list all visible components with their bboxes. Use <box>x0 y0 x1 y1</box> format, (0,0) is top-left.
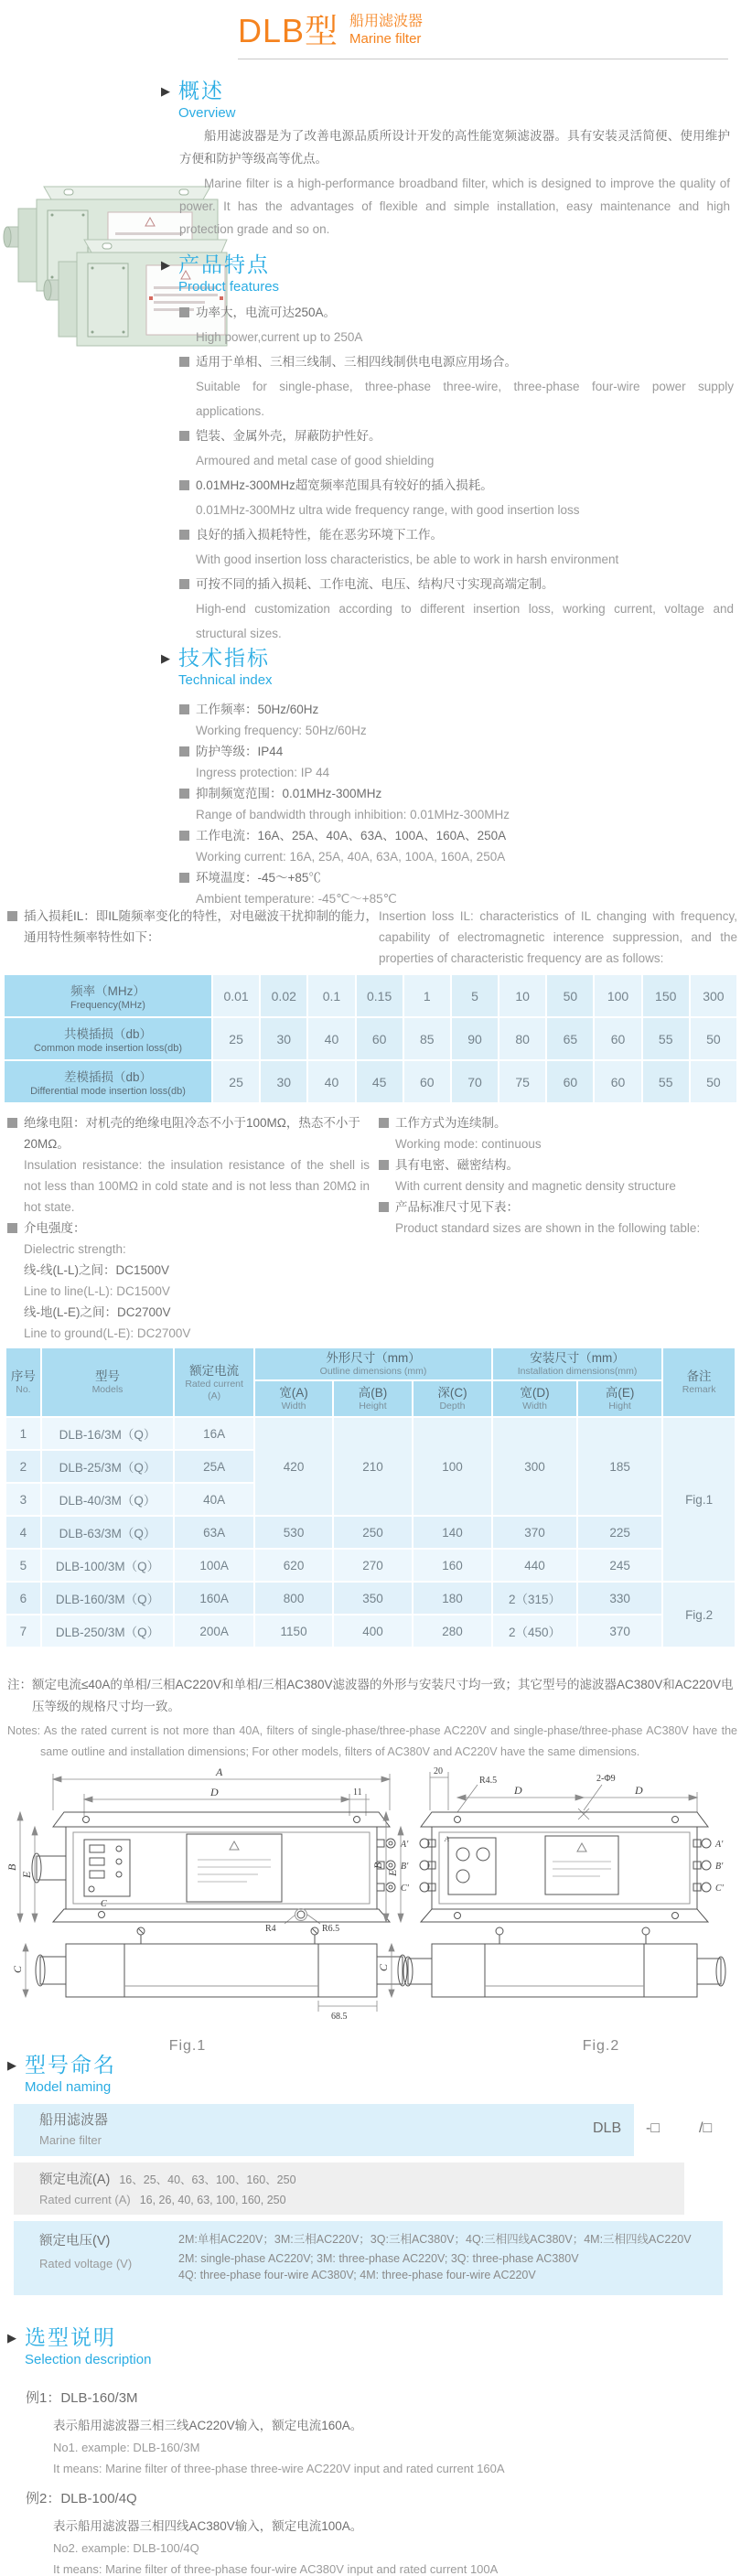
freq-cell: 55 <box>643 1061 689 1102</box>
fig2-dim-d1: D <box>514 1784 522 1797</box>
tech-item-cn: 工作电流：16A、25A、40A、63A、100A、160A、250A <box>179 825 734 846</box>
dimensions-table <box>5 1347 736 1648</box>
cell-no: 4 <box>6 1517 40 1548</box>
header-models: 型号 Models <box>42 1348 173 1416</box>
working-mode-en: Working mode: continuous <box>395 1137 542 1151</box>
specs-left-column <box>7 1112 370 1344</box>
bullet-square-icon <box>179 480 189 490</box>
overview-paragraph-cn: 船用滤波器是为了改善电源品质所设计开发的高性能宽频滤波器。具有安装灵活简便、使用维护方便和防护等级高等优点。 <box>179 129 730 166</box>
fig2-dim-20: 20 <box>434 1766 443 1776</box>
bullet-square-icon <box>7 911 17 921</box>
section-overview-heading <box>161 79 236 121</box>
table-notes <box>7 1674 737 1763</box>
cell-no: 1 <box>6 1418 40 1449</box>
bullet-square-icon <box>179 746 189 757</box>
freq-row-label: 差模插损（db） Differential mode insertion loss(db) <box>5 1061 211 1102</box>
tech-item-cn: 工作频率：50Hz/60Hz <box>179 699 734 720</box>
fig1-dim-b: B <box>5 1863 18 1871</box>
bullet-square-icon <box>179 431 189 441</box>
fig1-r4-label: R4 <box>265 1924 276 1934</box>
feature-item-cn: 良好的插入损耗特性，能在恶劣环境下工作。 <box>179 522 734 547</box>
freq-cell: 45 <box>357 1061 403 1102</box>
feature-item-cn: 可按不同的插入损耗、工作电流、电压、结构尺寸实现高端定制。 <box>179 572 734 596</box>
selection-examples <box>26 2375 721 2576</box>
cell-model: DLB-40/3M（Q） <box>42 1484 173 1515</box>
freq-row-label: 共模插损（db） Common mode insertion loss(db) <box>5 1018 211 1059</box>
line-ground-cn: 线-地(L-E)之间：DC2700V <box>24 1305 171 1319</box>
tech-item-en: Range of bandwidth through inhibition: 0.01MHz-300MHz <box>196 808 510 821</box>
density-cn: 具有电密、磁密结构。 <box>379 1154 737 1175</box>
freq-cell: 55 <box>643 1018 689 1059</box>
bullet-square-icon <box>179 873 189 883</box>
features-list <box>179 300 734 646</box>
freq-cell: 1 <box>404 975 450 1016</box>
section-marker-icon: ▶ <box>7 2058 16 2072</box>
fig2-dim-e: E <box>386 1869 399 1876</box>
naming-code-base: DLB <box>593 2120 622 2136</box>
bullet-square-icon <box>7 1118 17 1128</box>
fig1-terminal-a: A' <box>401 1840 409 1850</box>
feature-item-en: 0.01MHz-300MHz ultra wide frequency range, with good insertion loss <box>196 503 580 517</box>
fig2-bottom-view <box>403 1927 725 1997</box>
cell-wd: 370 <box>493 1517 576 1548</box>
overview-heading-cn: 概述 <box>178 79 224 102</box>
freq-cell: 40 <box>308 1018 354 1059</box>
tech-item-cn: 防护等级：IP44 <box>179 741 734 762</box>
section-selection-heading <box>7 2325 151 2367</box>
freq-cell: 80 <box>499 1018 545 1059</box>
overview-paragraph-en: Marine filter is a high-performance broadband filter, which is designed to improve the quality of power. It has the advantages of flexible and simple installation, easy maintenance and high protection grade and so on. <box>179 177 730 236</box>
example2-cn: 表示船用滤波器三相四线AC380V输入，额定电流100A。 <box>53 2519 363 2533</box>
note-cn: 注：额定电流≤40A的单相/三相AC220V和单相/三相AC380V滤波器的外形与安装尺寸均一致；其它型号的滤波器AC380V和AC220V电压等级的规格尺寸均一致。 <box>7 1678 734 1713</box>
header-width-a: 宽(A) Width <box>255 1381 332 1416</box>
freq-cell: 0.15 <box>357 975 403 1016</box>
insulation-cn: 绝缘电阻：对机壳的绝缘电阻冷态不小于100MΩ，热态不小于20MΩ。 <box>7 1112 370 1154</box>
cell-model: DLB-100/3M（Q） <box>42 1550 173 1581</box>
cell-no: 3 <box>6 1484 40 1515</box>
header-rated-current: 额定电流 Rated current (A) <box>175 1348 253 1416</box>
section-features-heading <box>161 252 279 295</box>
fig2-phi-label: 2-Φ9 <box>596 1774 616 1784</box>
fig1-caption: Fig.1 <box>168 2038 207 2054</box>
naming-product-en: Marine filter <box>39 2133 102 2147</box>
table-row <box>6 1418 735 1449</box>
insertion-loss-table <box>5 975 736 1102</box>
feature-item-cn: 铠装、金属外壳，屏蔽防护性好。 <box>179 424 734 448</box>
fig1-terminal-left-c: C <box>101 1899 107 1909</box>
freq-cell: 60 <box>547 1061 593 1102</box>
fig2-dim-b: B <box>371 1862 384 1869</box>
tech-item-cn: 环境温度：-45～+85℃ <box>179 867 734 888</box>
bullet-square-icon <box>179 789 189 799</box>
naming-voltage-values-cn: 2M:单相AC220V；3M:三相AC220V；3Q:三相AC380V；4Q:三相四线AC380V；4M:三相四线AC220V <box>178 2233 692 2246</box>
tech-item-en: Ingress protection: IP 44 <box>196 766 330 779</box>
model-naming-heading-cn: 型号命名 <box>25 2053 116 2077</box>
fig1-terminal-c: C' <box>401 1884 409 1894</box>
fig2-terminal-b: B' <box>715 1862 724 1872</box>
header-outline-group: 外形尺寸（mm） Outline dimensions (mm) <box>255 1348 491 1379</box>
subtitle-cn: 船用滤波器 <box>349 14 424 29</box>
freq-cell: 50 <box>691 1018 736 1059</box>
cell-he: 185 <box>578 1418 661 1515</box>
freq-cell: 30 <box>261 1018 306 1059</box>
fig2-dim-c: C <box>377 1963 390 1971</box>
cell-wd: 2（450） <box>493 1615 576 1647</box>
cell-no: 2 <box>6 1451 40 1482</box>
model-title: DLB型 <box>238 12 339 49</box>
naming-voltage-values-en1: 2M: single-phase AC220V; 3M: three-phase AC220V; 3Q: three-phase AC380V <box>178 2252 579 2265</box>
naming-row-product <box>14 2104 634 2156</box>
cell-no: 7 <box>6 1615 40 1647</box>
dielectric-cn: 介电强度： <box>7 1218 370 1239</box>
header-no: 序号 No. <box>6 1348 40 1416</box>
cell-hb: 250 <box>334 1517 412 1548</box>
freq-cell: 5 <box>452 975 498 1016</box>
naming-current-values-en: 16, 26, 40, 63, 100, 160, 250 <box>139 2194 286 2206</box>
naming-voltage-label-cn: 额定电压(V) <box>39 2234 111 2249</box>
naming-code-current-placeholder: -□ <box>646 2120 660 2136</box>
bullet-square-icon <box>179 579 189 589</box>
header-width-d: 宽(D) Width <box>493 1381 576 1416</box>
fig1-dim-c: C <box>11 1965 24 1973</box>
density-en: With current density and magnetic density structure <box>395 1179 676 1193</box>
section-marker-icon: ▶ <box>161 258 170 272</box>
naming-current-values-cn: 16、25、40、63、100、160、250 <box>119 2174 296 2186</box>
cell-no: 5 <box>6 1550 40 1581</box>
cell-wd: 440 <box>493 1550 576 1581</box>
feature-item-en: With good insertion loss characteristics, be able to work in harsh environment <box>196 553 619 566</box>
header-height-b: 高(B) Height <box>334 1381 412 1416</box>
specs-right-column <box>379 1112 737 1239</box>
bullet-square-icon <box>379 1202 389 1212</box>
bullet-square-icon <box>179 307 189 317</box>
fig2-r45-label: R4.5 <box>479 1776 498 1786</box>
table-row <box>6 1583 735 1614</box>
freq-cell: 100 <box>595 975 640 1016</box>
fig1-terminal-b: B' <box>401 1862 409 1872</box>
table-row <box>6 1615 735 1647</box>
fig2-technical-drawing <box>371 1761 737 2035</box>
selection-heading-en: Selection description <box>25 2352 152 2367</box>
feature-item-en: High-end customization according to different insertion loss, working current, voltage and structural sizes. <box>196 602 734 640</box>
freq-cell: 300 <box>691 975 736 1016</box>
bullet-square-icon <box>179 831 189 841</box>
cell-dc: 140 <box>413 1517 491 1548</box>
fig2-dim-d2: D <box>635 1784 643 1797</box>
freq-cell: 25 <box>213 1061 259 1102</box>
page-title <box>238 13 423 49</box>
freq-cell: 65 <box>547 1018 593 1059</box>
note-en: Notes: As the rated current is not more than 40A, filters of single-phase/three-phase AC220V and single-phase/three-phase AC380V have the same outline and installation dimensions; For other models, filters of AC380V and AC220V have the same dimensions. <box>7 1724 737 1758</box>
cell-model: DLB-160/3M（Q） <box>42 1583 173 1614</box>
fig1-bottom-view <box>36 1927 407 1997</box>
cell-current: 25A <box>175 1451 253 1482</box>
line-line-en: Line to line(L-L): DC1500V <box>24 1284 170 1298</box>
cell-wa: 620 <box>255 1550 332 1581</box>
freq-cell: 150 <box>643 975 689 1016</box>
working-mode-cn: 工作方式为连续制。 <box>379 1112 737 1133</box>
feature-item-cn: 适用于单相、三相三线制、三相四线制供电电源应用场合。 <box>179 349 734 374</box>
example2-title: 例2：DLB-100/4Q <box>26 2491 137 2506</box>
subtitle-en: Marine filter <box>349 31 422 47</box>
technical-heading-en: Technical index <box>178 672 273 688</box>
header-depth-c: 深(C) Depth <box>413 1381 491 1416</box>
naming-row-voltage <box>14 2221 723 2295</box>
freq-cell: 0.01 <box>213 975 259 1016</box>
freq-cell: 60 <box>357 1018 403 1059</box>
cell-he: 370 <box>578 1615 661 1647</box>
table-row <box>6 1517 735 1548</box>
freq-cell: 10 <box>499 975 545 1016</box>
table-row <box>6 1550 735 1581</box>
cell-hb: 210 <box>334 1418 412 1515</box>
line-ground-en: Line to ground(L-E): DC2700V <box>24 1326 191 1340</box>
standard-sizes-en: Product standard sizes are shown in the following table: <box>395 1221 701 1235</box>
freq-cell: 50 <box>691 1061 736 1102</box>
cell-remark-fig1: Fig.1 <box>663 1418 735 1581</box>
fig2-terminal-left-a: A <box>445 1835 449 1843</box>
model-naming-heading-en: Model naming <box>25 2079 112 2095</box>
header-install-group: 安装尺寸（mm） Installation dimensions(mm) <box>493 1348 661 1379</box>
cell-model: DLB-25/3M（Q） <box>42 1451 173 1482</box>
feature-item-cn: 0.01MHz-300MHz超宽频率范围具有较好的插入损耗。 <box>179 473 734 498</box>
freq-cell: 75 <box>499 1061 545 1102</box>
bullet-square-icon <box>379 1118 389 1128</box>
freq-cell: 0.02 <box>261 975 306 1016</box>
line-line-cn: 线-线(L-L)之间：DC1500V <box>24 1263 170 1277</box>
cell-hb: 400 <box>334 1615 412 1647</box>
naming-product-cn: 船用滤波器 <box>39 2112 109 2128</box>
bullet-square-icon <box>7 1223 17 1233</box>
cell-current: 160A <box>175 1583 253 1614</box>
cell-current: 100A <box>175 1550 253 1581</box>
fig1-dim-e: E <box>20 1871 33 1878</box>
cell-wa: 800 <box>255 1583 332 1614</box>
tech-item-cn: 抑制频宽范围：0.01MHz-300MHz <box>179 783 734 804</box>
freq-cell: 60 <box>404 1061 450 1102</box>
cell-dc: 280 <box>413 1615 491 1647</box>
freq-cell: 40 <box>308 1061 354 1102</box>
freq-cell: 0.1 <box>308 975 354 1016</box>
naming-row-current <box>14 2163 684 2215</box>
cell-model: DLB-250/3M（Q） <box>42 1615 173 1647</box>
technical-heading-cn: 技术指标 <box>178 646 270 670</box>
cell-current: 200A <box>175 1615 253 1647</box>
insertion-loss-en: Insertion loss IL: characteristics of IL changing with frequency, capability of electromagnetic interence suppression, and the properties of characteristic frequency are as follows: <box>379 909 737 965</box>
fig2-front-view <box>420 1812 711 1922</box>
fig1-front-view <box>32 1812 395 1922</box>
freq-cell: 60 <box>595 1061 640 1102</box>
cell-wa: 530 <box>255 1517 332 1548</box>
tech-item-en: Working current: 16A, 25A, 40A, 63A, 100A, 160A, 250A <box>196 850 506 864</box>
example1-title: 例1：DLB-160/3M <box>26 2390 138 2406</box>
cell-wd: 300 <box>493 1418 576 1515</box>
section-marker-icon: ▶ <box>161 651 170 665</box>
freq-cell: 90 <box>452 1018 498 1059</box>
fig2-dimensions <box>383 1772 697 1997</box>
bullet-square-icon <box>179 357 189 367</box>
fig1-dim-a: A <box>216 1766 223 1778</box>
cell-dc: 180 <box>413 1583 491 1614</box>
technical-list <box>179 699 734 909</box>
naming-current-label-en: Rated current (A) <box>39 2193 131 2206</box>
naming-current-label-cn: 额定电流(A) <box>39 2173 111 2187</box>
section-model-naming-heading <box>7 2053 116 2095</box>
fig1-r65-label: R6.5 <box>322 1924 340 1934</box>
cell-hb: 270 <box>334 1550 412 1581</box>
fig2-terminal-c: C' <box>715 1884 724 1894</box>
cell-dc: 100 <box>413 1418 491 1515</box>
example1-en2: It means: Marine filter of three-phase three-wire AC220V input and rated current 160A <box>53 2462 505 2475</box>
cell-dc: 160 <box>413 1550 491 1581</box>
naming-voltage-label-en: Rated voltage (V) <box>39 2257 133 2270</box>
freq-cell: 70 <box>452 1061 498 1102</box>
cell-he: 330 <box>578 1583 661 1614</box>
insertion-loss-cn: 插入损耗IL：即IL随频率变化的特性，对电磁波干扰抑制的能力，通用特性频率特性如下： <box>7 906 382 948</box>
dielectric-en: Dielectric strength: <box>24 1242 126 1256</box>
feature-item-cn: 功率大，电流可达250A。 <box>179 300 734 325</box>
fig1-dim-685: 68.5 <box>331 2012 348 2022</box>
example1-cn: 表示船用滤波器三相三线AC220V输入，额定电流160A。 <box>53 2419 363 2432</box>
naming-voltage-values-en2: 4Q: three-phase four-wire AC380V; 4M: three-phase four-wire AC220V <box>178 2269 536 2281</box>
selection-heading-cn: 选型说明 <box>25 2325 116 2349</box>
fig2-terminal-a: A' <box>715 1840 724 1850</box>
cell-no: 6 <box>6 1583 40 1614</box>
overview-heading-en: Overview <box>178 105 236 121</box>
cell-he: 245 <box>578 1550 661 1581</box>
fig1-technical-drawing <box>5 1761 417 2035</box>
cell-he: 225 <box>578 1517 661 1548</box>
insulation-en: Insulation resistance: the insulation resistance of the shell is not less than 100MΩ in cold state and is not less than 20MΩ in hot state. <box>24 1158 370 1214</box>
features-heading-en: Product features <box>178 279 280 295</box>
naming-code-voltage-placeholder: /□ <box>699 2120 713 2136</box>
cell-current: 40A <box>175 1484 253 1515</box>
header-height-e: 高(E) Hight <box>578 1381 661 1416</box>
feature-item-en: Suitable for single-phase, three-phase three-wire, three-phase four-wire power supply applications. <box>196 380 734 418</box>
standard-sizes-cn: 产品标准尺寸见下表： <box>379 1197 737 1218</box>
tech-item-en: Working frequency: 50Hz/60Hz <box>196 724 367 737</box>
bullet-square-icon <box>379 1160 389 1170</box>
example2-en1: No2. example: DLB-100/4Q <box>53 2541 199 2555</box>
freq-cell: 85 <box>404 1018 450 1059</box>
bullet-square-icon <box>179 704 189 714</box>
example1-en1: No1. example: DLB-160/3M <box>53 2441 200 2454</box>
freq-cell: 25 <box>213 1018 259 1059</box>
section-technical-heading <box>161 646 273 688</box>
cell-current: 63A <box>175 1517 253 1548</box>
feature-item-en: Armoured and metal case of good shielding <box>196 454 435 467</box>
fig2-caption: Fig.2 <box>582 2038 620 2054</box>
section-marker-icon: ▶ <box>7 2331 16 2345</box>
example2-en2: It means: Marine filter of three-phase four-wire AC380V input and rated current 100A <box>53 2562 499 2576</box>
section-marker-icon: ▶ <box>161 84 170 98</box>
features-heading-cn: 产品特点 <box>178 252 270 276</box>
cell-wa: 1150 <box>255 1615 332 1647</box>
fig1-dim-d: D <box>210 1786 219 1798</box>
cell-model: DLB-63/3M（Q） <box>42 1517 173 1548</box>
freq-cell: 50 <box>547 975 593 1016</box>
cell-remark-fig2: Fig.2 <box>663 1583 735 1647</box>
cell-model: DLB-16/3M（Q） <box>42 1418 173 1449</box>
cell-wd: 2（315） <box>493 1583 576 1614</box>
bullet-square-icon <box>179 530 189 540</box>
tech-item-en: Ambient temperature: -45℃～+85℃ <box>196 892 397 906</box>
freq-row-label: 频率（MHz） Frequency(MHz) <box>5 975 211 1016</box>
freq-cell: 60 <box>595 1018 640 1059</box>
cell-hb: 350 <box>334 1583 412 1614</box>
feature-item-en: High power,current up to 250A <box>196 330 363 344</box>
header-remark: 备注 Remark <box>663 1348 735 1416</box>
fig1-dim-11: 11 <box>353 1787 362 1798</box>
cell-wa: 420 <box>255 1418 332 1515</box>
freq-cell: 30 <box>261 1061 306 1102</box>
cell-current: 16A <box>175 1418 253 1449</box>
